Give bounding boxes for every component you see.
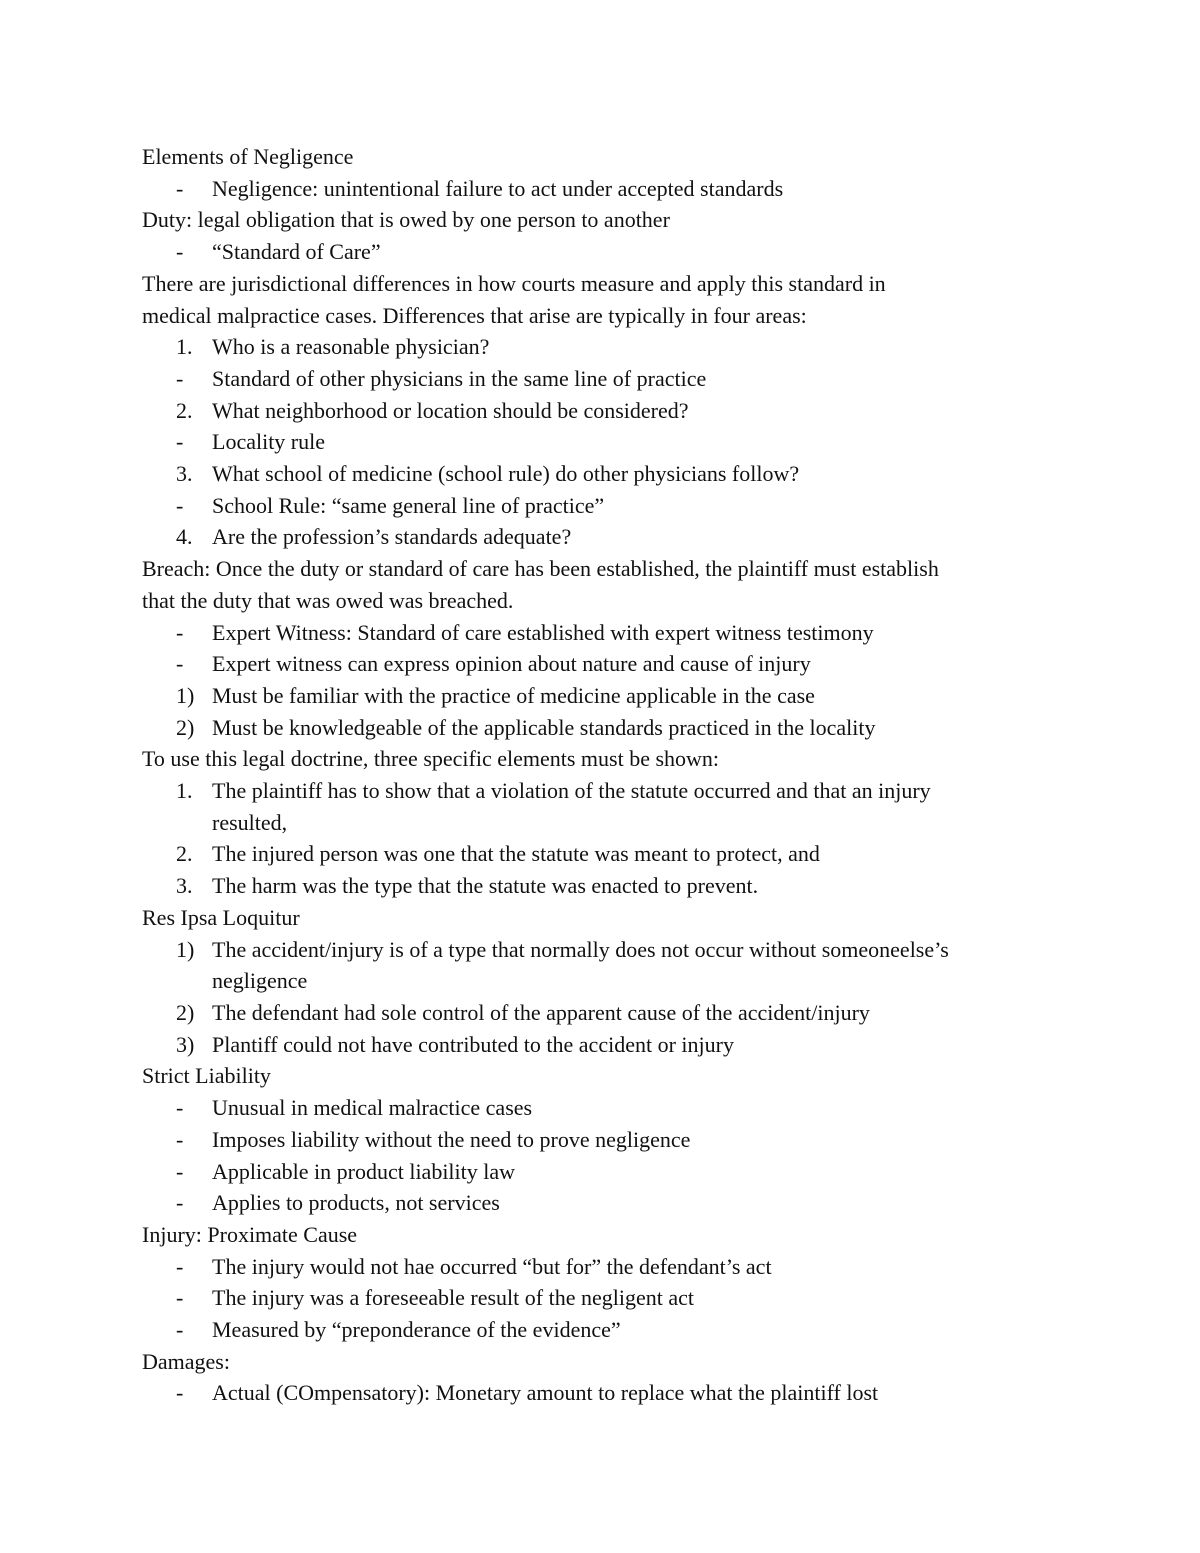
list-item xyxy=(142,395,1082,427)
list-item xyxy=(142,1092,1082,1124)
line-text: What neighborhood or location should be considered? xyxy=(212,397,689,423)
line-text: Expert Witness: Standard of care established with expert witness testimony xyxy=(212,619,874,645)
list-marker: - xyxy=(176,1190,184,1216)
list-item xyxy=(142,870,1082,902)
section-heading-line xyxy=(142,743,1082,775)
list-item xyxy=(142,617,1082,649)
section-heading-line xyxy=(142,902,1082,934)
list-item xyxy=(142,838,1082,870)
line-text: The harm was the type that the statute was enacted to prevent. xyxy=(212,873,759,899)
list-marker: 2. xyxy=(176,397,193,423)
list-marker: 3) xyxy=(176,1031,195,1057)
list-item xyxy=(142,1377,1082,1409)
section-heading-line xyxy=(142,585,1082,617)
line-text: Elements of Negligence xyxy=(142,144,354,169)
line-text: Measured by “preponderance of the evidence” xyxy=(212,1317,621,1343)
line-text: Applies to products, not services xyxy=(212,1190,500,1216)
line-text: Damages: xyxy=(142,1348,230,1374)
list-item xyxy=(142,934,1082,966)
list-item xyxy=(142,331,1082,363)
list-item xyxy=(142,458,1082,490)
list-item-continuation xyxy=(142,807,1082,839)
line-text: Negligence: unintentional failure to act under accepted standards xyxy=(212,175,784,201)
list-marker: - xyxy=(176,1253,184,1279)
line-text: Res Ipsa Loquitur xyxy=(142,904,300,930)
list-marker: - xyxy=(176,429,184,455)
line-text: Must be familiar with the practice of medicine applicable in the case xyxy=(212,682,815,708)
list-item xyxy=(142,1314,1082,1346)
line-text: negligence xyxy=(212,968,308,994)
line-text: Breach: Once the duty or standard of care has been established, the plaintiff must establish xyxy=(142,556,939,582)
list-item xyxy=(142,1187,1082,1219)
line-text: The accident/injury is of a type that normally does not occur without someoneelse’s xyxy=(212,936,949,962)
list-marker: - xyxy=(176,1095,184,1121)
list-item xyxy=(142,236,1082,268)
section-heading-line xyxy=(142,1219,1082,1251)
list-marker: - xyxy=(176,1380,184,1406)
line-text: that the duty that was owed was breached. xyxy=(142,587,514,613)
line-text: What school of medicine (school rule) do other physicians follow? xyxy=(212,461,800,487)
line-text: Are the profession’s standards adequate? xyxy=(212,524,572,550)
list-marker: 4. xyxy=(176,524,193,550)
section-heading-line xyxy=(142,1346,1082,1378)
list-item xyxy=(142,521,1082,553)
list-item xyxy=(142,490,1082,522)
line-text: Standard of other physicians in the same line of practice xyxy=(212,365,707,391)
line-text: Actual (COmpensatory): Monetary amount to replace what the plaintiff lost xyxy=(212,1380,879,1406)
section-heading-line xyxy=(142,300,1082,332)
list-marker: 1. xyxy=(176,778,193,804)
list-item xyxy=(142,1124,1082,1156)
section-heading-line xyxy=(142,553,1082,585)
list-marker: - xyxy=(176,619,184,645)
list-marker: 2) xyxy=(176,999,195,1025)
line-text: Strict Liability xyxy=(142,1063,271,1089)
list-marker: - xyxy=(176,365,184,391)
line-text: The injury would not hae occurred “but for” the defendant’s act xyxy=(212,1253,772,1279)
list-item xyxy=(142,1282,1082,1314)
list-marker: 3. xyxy=(176,873,193,899)
line-text: Expert witness can express opinion about nature and cause of injury xyxy=(212,651,811,677)
list-item xyxy=(142,712,1082,744)
line-text: Injury: Proximate Cause xyxy=(142,1221,358,1247)
list-marker: 2) xyxy=(176,714,195,740)
line-text: resulted, xyxy=(212,809,288,835)
line-text: The injury was a foreseeable result of the negligent act xyxy=(212,1285,694,1311)
list-marker: - xyxy=(176,1158,184,1184)
line-text: The defendant had sole control of the apparent cause of the accident/injury xyxy=(212,999,870,1025)
line-text: Applicable in product liability law xyxy=(212,1158,516,1184)
list-item xyxy=(142,1251,1082,1283)
section-heading-line xyxy=(142,141,1082,173)
list-item xyxy=(142,648,1082,680)
list-item xyxy=(142,426,1082,458)
list-marker: - xyxy=(176,1126,184,1152)
list-item-continuation xyxy=(142,965,1082,997)
line-text: Imposes liability without the need to prove negligence xyxy=(212,1126,691,1152)
list-marker: 3. xyxy=(176,461,193,487)
section-heading-line xyxy=(142,268,1082,300)
list-marker: 1) xyxy=(176,682,195,708)
list-marker: - xyxy=(176,175,184,201)
line-text: The plaintiff has to show that a violation of the statute occurred and that an injury xyxy=(212,778,931,804)
line-text: School Rule: “same general line of practice” xyxy=(212,492,605,518)
document-body xyxy=(142,141,1082,1409)
line-text: To use this legal doctrine, three specific elements must be shown: xyxy=(142,746,720,772)
section-heading-line xyxy=(142,204,1082,236)
line-text: Who is a reasonable physician? xyxy=(212,334,490,360)
list-marker: - xyxy=(176,1285,184,1311)
line-text: Must be knowledgeable of the applicable standards practiced in the locality xyxy=(212,714,876,740)
line-text: There are jurisdictional differences in how courts measure and apply this standard in xyxy=(142,270,886,296)
list-marker: - xyxy=(176,492,184,518)
list-item xyxy=(142,1029,1082,1061)
list-item xyxy=(142,363,1082,395)
list-marker: 2. xyxy=(176,841,193,867)
list-marker: 1) xyxy=(176,936,195,962)
line-text: Locality rule xyxy=(212,429,326,455)
list-marker: - xyxy=(176,239,184,265)
line-text: Unusual in medical malractice cases xyxy=(212,1095,533,1121)
line-text: medical malpractice cases. Differences that arise are typically in four areas: xyxy=(142,302,807,328)
list-item xyxy=(142,1156,1082,1188)
list-item xyxy=(142,680,1082,712)
list-marker: - xyxy=(176,1317,184,1343)
line-text: Plantiff could not have contributed to the accident or injury xyxy=(212,1031,734,1057)
line-text: Duty: legal obligation that is owed by one person to another xyxy=(142,207,670,233)
list-item xyxy=(142,997,1082,1029)
list-item xyxy=(142,173,1082,205)
list-marker: 1. xyxy=(176,334,193,360)
list-marker: - xyxy=(176,651,184,677)
line-text: The injured person was one that the statute was meant to protect, and xyxy=(212,841,820,867)
line-text: “Standard of Care” xyxy=(212,239,381,265)
list-item xyxy=(142,775,1082,807)
section-heading-line xyxy=(142,1060,1082,1092)
